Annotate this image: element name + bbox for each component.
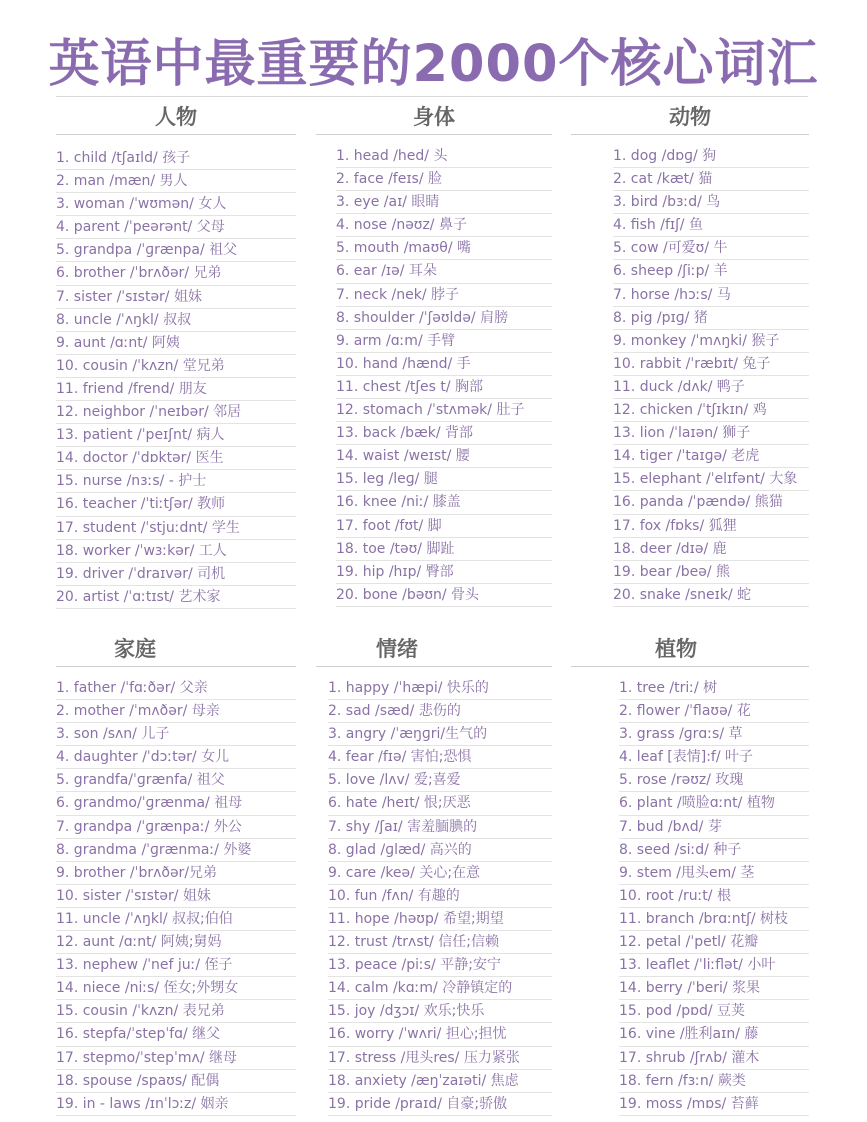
- section-heading: 植物: [571, 632, 809, 667]
- word-item: 7. horse /hɔːs/ 马: [613, 284, 809, 307]
- word-item: 19. moss /mɒs/ 苔藓: [619, 1093, 809, 1116]
- word-item: 5. grandpa /ˈɡrænpa/ 祖父: [56, 239, 296, 262]
- word-item: 6. grandmo/ˈɡrænma/ 祖母: [56, 792, 296, 815]
- section-people: [56, 100, 296, 609]
- word-item: 16. panda /ˈpændə/ 熊猫: [613, 491, 809, 514]
- word-item: 12. petal /ˈpetl/ 花瓣: [619, 931, 809, 954]
- word-item: 13. back /bæk/ 背部: [336, 422, 552, 445]
- word-item: 18. fern /fɜːn/ 蕨类: [619, 1070, 809, 1093]
- word-item: 6. ear /ɪə/ 耳朵: [336, 260, 552, 283]
- word-item: 10. fun /fʌn/ 有趣的: [328, 885, 552, 908]
- word-item: 9. stem /甩头em/ 茎: [619, 862, 809, 885]
- section-heading: 情绪: [316, 632, 552, 667]
- word-list: [56, 677, 296, 1116]
- word-item: 8. grandma /ˈɡrænmaː/ 外婆: [56, 839, 296, 862]
- word-item: 12. chicken /ˈtʃɪkɪn/ 鸡: [613, 399, 809, 422]
- title-divider: [56, 96, 808, 97]
- word-item: 13. nephew /ˈnef juː/ 侄子: [56, 954, 296, 977]
- word-item: 11. chest /tʃes t/ 胸部: [336, 376, 552, 399]
- word-item: 10. rabbit /ˈræbɪt/ 兔子: [613, 353, 809, 376]
- word-item: 2. flower /ˈflaʊə/ 花: [619, 700, 809, 723]
- word-item: 19. driver /ˈdraɪvər/ 司机: [56, 563, 296, 586]
- word-item: 18. worker /ˈwɜːkər/ 工人: [56, 540, 296, 563]
- word-item: 14. waist /weɪst/ 腰: [336, 445, 552, 468]
- word-item: 17. stress /甩头res/ 压力紧张: [328, 1047, 552, 1070]
- word-item: 5. grandfa/ˈɡrænfa/ 祖父: [56, 769, 296, 792]
- word-item: 17. student /ˈstjuːdnt/ 学生: [56, 517, 296, 540]
- word-item: 7. neck /nek/ 脖子: [336, 284, 552, 307]
- word-item: 17. shrub /ʃrʌb/ 灌木: [619, 1047, 809, 1070]
- section-body: [316, 100, 552, 607]
- word-item: 19. bear /beə/ 熊: [613, 561, 809, 584]
- word-item: 10. cousin /ˈkʌzn/ 堂兄弟: [56, 355, 296, 378]
- word-item: 14. niece /niːs/ 侄女;外甥女: [56, 977, 296, 1000]
- word-item: 5. cow /可爱ʊ/ 牛: [613, 237, 809, 260]
- word-item: 5. mouth /maʊθ/ 嘴: [336, 237, 552, 260]
- word-item: 1. tree /triː/ 树: [619, 677, 809, 700]
- word-item: 18. deer /dɪə/ 鹿: [613, 538, 809, 561]
- word-item: 15. joy /dʒɔɪ/ 欢乐;快乐: [328, 1000, 552, 1023]
- word-item: 1. dog /dɒɡ/ 狗: [613, 145, 809, 168]
- word-item: 12. neighbor /ˈneɪbər/ 邻居: [56, 401, 296, 424]
- word-item: 5. love /lʌv/ 爱;喜爱: [328, 769, 552, 792]
- word-item: 16. knee /niː/ 膝盖: [336, 491, 552, 514]
- word-item: 2. sad /sæd/ 悲伤的: [328, 700, 552, 723]
- word-item: 3. eye /aɪ/ 眼睛: [336, 191, 552, 214]
- word-item: 7. bud /bʌd/ 芽: [619, 816, 809, 839]
- word-item: 11. branch /brɑːntʃ/ 树枝: [619, 908, 809, 931]
- word-item: 19. pride /praɪd/ 自豪;骄傲: [328, 1093, 552, 1116]
- word-item: 5. rose /rəʊz/ 玫瑰: [619, 769, 809, 792]
- word-item: 16. teacher /ˈtiːtʃər/ 教师: [56, 493, 296, 516]
- word-item: 1. head /hed/ 头: [336, 145, 552, 168]
- section-heading: 家庭: [56, 632, 296, 667]
- word-item: 14. calm /kɑːm/ 冷静镇定的: [328, 977, 552, 1000]
- word-item: 17. foot /fʊt/ 脚: [336, 515, 552, 538]
- section-animals: [571, 100, 809, 607]
- word-item: 6. plant /喷脸ɑːnt/ 植物: [619, 792, 809, 815]
- word-item: 16. vine /胜利aɪn/ 藤: [619, 1023, 809, 1046]
- word-item: 7. grandpa /ˈɡrænpaː/ 外公: [56, 816, 296, 839]
- word-item: 9. arm /ɑːm/ 手臂: [336, 330, 552, 353]
- word-item: 16. worry /ˈwʌri/ 担心;担忧: [328, 1023, 552, 1046]
- word-item: 10. root /ruːt/ 根: [619, 885, 809, 908]
- word-item: 3. angry /ˈæŋɡri/生气的: [328, 723, 552, 746]
- word-list: [316, 145, 552, 607]
- word-list: [316, 677, 552, 1116]
- word-item: 8. shoulder /ˈʃəʊldə/ 肩膀: [336, 307, 552, 330]
- word-item: 2. mother /ˈmʌðər/ 母亲: [56, 700, 296, 723]
- word-item: 17. stepmo/ˈstepˈmʌ/ 继母: [56, 1047, 296, 1070]
- section-family: [56, 632, 296, 1116]
- word-item: 3. grass /ɡrɑːs/ 草: [619, 723, 809, 746]
- section-heading: 身体: [316, 100, 552, 135]
- word-item: 11. duck /dʌk/ 鸭子: [613, 376, 809, 399]
- word-item: 11. friend /frend/ 朋友: [56, 378, 296, 401]
- word-item: 4. nose /nəʊz/ 鼻子: [336, 214, 552, 237]
- word-item: 19. hip /hɪp/ 臀部: [336, 561, 552, 584]
- section-heading: 人物: [56, 100, 296, 135]
- word-item: 15. elephant /ˈelɪfənt/ 大象: [613, 468, 809, 491]
- word-item: 18. anxiety /æŋˈzaɪəti/ 焦虑: [328, 1070, 552, 1093]
- word-item: 8. uncle /ˈʌŋkl/ 叔叔: [56, 309, 296, 332]
- word-item: 9. brother /ˈbrʌðər/兄弟: [56, 862, 296, 885]
- word-item: 9. aunt /ɑːnt/ 阿姨: [56, 332, 296, 355]
- word-item: 13. leaflet /ˈliːflət/ 小叶: [619, 954, 809, 977]
- word-item: 6. hate /heɪt/ 恨;厌恶: [328, 792, 552, 815]
- word-item: 18. spouse /spaʊs/ 配偶: [56, 1070, 296, 1093]
- word-item: 3. son /sʌn/ 儿子: [56, 723, 296, 746]
- word-item: 10. sister /ˈsɪstər/ 姐妹: [56, 885, 296, 908]
- word-item: 14. berry /ˈberi/ 浆果: [619, 977, 809, 1000]
- word-item: 15. cousin /ˈkʌzn/ 表兄弟: [56, 1000, 296, 1023]
- word-item: 20. snake /sneɪk/ 蛇: [613, 584, 809, 607]
- word-item: 4. fish /fɪʃ/ 鱼: [613, 214, 809, 237]
- word-list: [571, 145, 809, 607]
- word-item: 7. sister /ˈsɪstər/ 姐妹: [56, 286, 296, 309]
- word-item: 18. toe /təʊ/ 脚趾: [336, 538, 552, 561]
- word-item: 12. trust /trʌst/ 信任;信赖: [328, 931, 552, 954]
- word-item: 9. care /keə/ 关心;在意: [328, 862, 552, 885]
- word-item: 3. bird /bɜːd/ 鸟: [613, 191, 809, 214]
- word-item: 20. artist /ˈɑːtɪst/ 艺术家: [56, 586, 296, 609]
- word-item: 11. uncle /ˈʌŋkl/ 叔叔;伯伯: [56, 908, 296, 931]
- page-title: 英语中最重要的2000个核心词汇: [48, 35, 819, 94]
- word-item: 12. aunt /ɑːnt/ 阿姨;舅妈: [56, 931, 296, 954]
- word-item: 13. lion /ˈlaɪən/ 狮子: [613, 422, 809, 445]
- word-item: 4. fear /fɪə/ 害怕;恐惧: [328, 746, 552, 769]
- word-item: 7. shy /ʃaɪ/ 害羞腼腆的: [328, 816, 552, 839]
- word-item: 1. child /tʃaɪld/ 孩子: [56, 147, 296, 170]
- word-item: 13. peace /piːs/ 平静;安宁: [328, 954, 552, 977]
- word-item: 19. in - laws /ɪnˈlɔːz/ 姻亲: [56, 1093, 296, 1116]
- word-list: [56, 147, 296, 609]
- word-item: 6. brother /ˈbrʌðər/ 兄弟: [56, 262, 296, 285]
- section-emotions: [316, 632, 552, 1116]
- word-item: 15. leg /leɡ/ 腿: [336, 468, 552, 491]
- word-list: [571, 677, 809, 1116]
- word-item: 3. woman /ˈwʊmən/ 女人: [56, 193, 296, 216]
- word-item: 8. pig /pɪɡ/ 猪: [613, 307, 809, 330]
- section-plants: [571, 632, 809, 1116]
- word-item: 1. happy /ˈhæpi/ 快乐的: [328, 677, 552, 700]
- word-item: 10. hand /hænd/ 手: [336, 353, 552, 376]
- word-item: 4. parent /ˈpeərənt/ 父母: [56, 216, 296, 239]
- word-item: 14. doctor /ˈdɒktər/ 医生: [56, 447, 296, 470]
- word-item: 4. leaf [表情]:f/ 叶子: [619, 746, 809, 769]
- word-item: 14. tiger /ˈtaɪɡə/ 老虎: [613, 445, 809, 468]
- word-item: 16. stepfa/ˈstepˈfɑ/ 继父: [56, 1023, 296, 1046]
- word-item: 2. man /mæn/ 男人: [56, 170, 296, 193]
- word-item: 13. patient /ˈpeɪʃnt/ 病人: [56, 424, 296, 447]
- word-item: 1. father /ˈfɑːðər/ 父亲: [56, 677, 296, 700]
- word-item: 2. cat /kæt/ 猫: [613, 168, 809, 191]
- word-item: 17. fox /fɒks/ 狐狸: [613, 515, 809, 538]
- word-item: 8. seed /siːd/ 种子: [619, 839, 809, 862]
- word-item: 6. sheep /ʃiːp/ 羊: [613, 260, 809, 283]
- word-item: 20. bone /bəʊn/ 骨头: [336, 584, 552, 607]
- word-item: 15. nurse /nɜːs/ - 护士: [56, 470, 296, 493]
- word-item: 4. daughter /ˈdɔːtər/ 女儿: [56, 746, 296, 769]
- word-item: 12. stomach /ˈstʌmək/ 肚子: [336, 399, 552, 422]
- word-item: 9. monkey /ˈmʌŋki/ 猴子: [613, 330, 809, 353]
- word-item: 15. pod /pɒd/ 豆荚: [619, 1000, 809, 1023]
- word-item: 11. hope /həʊp/ 希望;期望: [328, 908, 552, 931]
- section-heading: 动物: [571, 100, 809, 135]
- word-item: 2. face /feɪs/ 脸: [336, 168, 552, 191]
- word-item: 8. glad /ɡlæd/ 高兴的: [328, 839, 552, 862]
